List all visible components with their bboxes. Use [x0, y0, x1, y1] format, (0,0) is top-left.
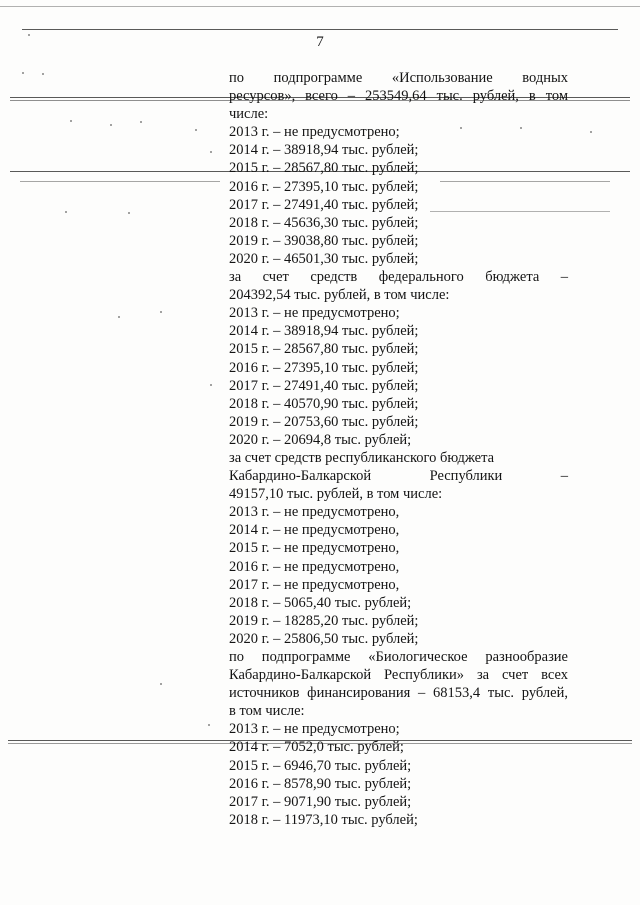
text-line: по подпрограмме «Использование водных: [229, 70, 568, 86]
text-line: 2014 г. – не предусмотрено,: [229, 522, 400, 539]
text-line: за счет средств республиканского бюджета: [229, 449, 495, 466]
text-line: 2018 г. – 45636,30 тыс. рублей;: [229, 214, 419, 231]
scan-artifact-dot: [128, 212, 130, 214]
scan-artifact-line: [0, 6, 640, 7]
text-line: 2014 г. – 7052,0 тыс. рублей;: [229, 739, 404, 756]
text-line: ресурсов», всего – 253549,64 тыс. рублей, в том: [229, 88, 568, 105]
text-line: числе:: [229, 106, 269, 123]
scan-artifact-dot: [140, 121, 142, 123]
scan-artifact-line: [20, 181, 220, 182]
scan-artifact-dot: [160, 683, 162, 685]
text-line: 2017 г. – 27491,40 тыс. рублей;: [229, 377, 419, 394]
text-line: 2014 г. – 38918,94 тыс. рублей;: [229, 323, 419, 340]
scan-artifact-dot: [208, 724, 210, 726]
scan-artifact-dot: [590, 131, 592, 133]
text-line: 2013 г. – не предусмотрено;: [229, 721, 400, 738]
scan-artifact-dot: [195, 129, 197, 131]
text-line: 2016 г. – 8578,90 тыс. рублей;: [229, 775, 412, 792]
document-body: [229, 69, 568, 829]
text-line: 2019 г. – 20753,60 тыс. рублей;: [229, 413, 419, 430]
text-line: 2015 г. – не предусмотрено,: [229, 540, 400, 557]
text-line: 2018 г. – 40570,90 тыс. рублей;: [229, 395, 419, 412]
text-line: 2016 г. – 27395,10 тыс. рублей;: [229, 359, 419, 376]
text-line: 2013 г. – не предусмотрено,: [229, 504, 400, 521]
text-line: 2016 г. – 27395,10 тыс. рублей;: [229, 178, 419, 195]
text-line: 2014 г. – 38918,94 тыс. рублей;: [229, 142, 419, 159]
text-line: 2019 г. – 39038,80 тыс. рублей;: [229, 232, 419, 249]
text-line: источников финансирования – 68153,4 тыс. рублей,: [229, 685, 568, 702]
text-line: за счет средств федерального бюджета –: [229, 269, 568, 286]
scan-artifact-dot: [160, 311, 162, 313]
text-line: 2018 г. – 11973,10 тыс. рублей;: [229, 811, 418, 828]
text-line: 2017 г. – 9071,90 тыс. рублей;: [229, 793, 412, 810]
scan-artifact-dot: [42, 73, 44, 75]
text-line: в том числе:: [229, 703, 305, 720]
scan-artifact-dot: [210, 384, 212, 386]
scan-artifact-dot: [65, 211, 67, 213]
text-line: 2015 г. – 28567,80 тыс. рублей;: [229, 341, 419, 358]
text-line: 2020 г. – 25806,50 тыс. рублей;: [229, 630, 419, 647]
text-line: 2016 г. – не предусмотрено,: [229, 558, 400, 575]
text-line: Кабардино-Балкарской Республики» за счет всех: [229, 667, 568, 684]
text-line: 2019 г. – 18285,20 тыс. рублей;: [229, 612, 419, 629]
scan-artifact-dot: [118, 316, 120, 318]
text-line: Кабардино-Балкарской Республики –: [229, 468, 568, 485]
text-line: 2013 г. – не предусмотрено;: [229, 305, 400, 322]
scan-artifact-line: [22, 29, 618, 30]
text-line: 2020 г. – 46501,30 тыс. рублей;: [229, 250, 419, 267]
scan-artifact-dot: [110, 124, 112, 126]
text-line: 2020 г. – 20694,8 тыс. рублей;: [229, 431, 412, 448]
text-line: 49157,10 тыс. рублей, в том числе:: [229, 486, 443, 503]
text-line: 204392,54 тыс. рублей, в том числе:: [229, 287, 450, 304]
text-line: 2017 г. – не предусмотрено,: [229, 576, 400, 593]
text-line: 2018 г. – 5065,40 тыс. рублей;: [229, 594, 412, 611]
scan-artifact-dot: [210, 151, 212, 153]
text-line: 2013 г. – не предусмотрено;: [229, 124, 400, 141]
text-line: 2015 г. – 6946,70 тыс. рублей;: [229, 757, 412, 774]
scan-artifact-dot: [22, 72, 24, 74]
text-line: 2015 г. – 28567,80 тыс. рублей;: [229, 160, 419, 177]
text-line: 2017 г. – 27491,40 тыс. рублей;: [229, 196, 419, 213]
page-number: 7: [316, 34, 324, 50]
scan-artifact-dot: [70, 120, 72, 122]
text-line: по подпрограмме «Биологическое разнообразие: [229, 649, 568, 665]
